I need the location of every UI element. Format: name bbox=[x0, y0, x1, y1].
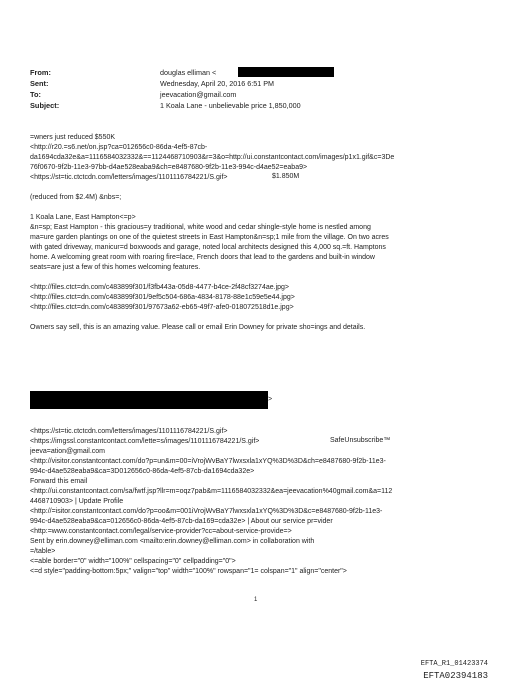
body-line: jeeva=ation@gmail.com bbox=[30, 448, 106, 455]
body-line: <http://=isitor.constantcontact.com/do?p=oo&m=001iVrojWvBaY7lwxsxla1xYQ%3D%3D&c=e8487680-9f2b-11e3- bbox=[30, 508, 383, 515]
body-line: (reduced from $2.4M) &nbs=; bbox=[30, 194, 122, 201]
body-line: <http://ui.constantcontact.com/sa/fwtf.jsp?llr=m=oqz7pab&m=1116584032332&ea=jeevacation%40gmail.com&a=112 bbox=[30, 488, 393, 495]
body-line: 1 Koala Lane, East Hampton<=p> bbox=[30, 214, 136, 221]
body-line: <=able border="0" width="100%" cellspacing="0" cellpadding="0"> bbox=[30, 558, 236, 565]
body-gt: > bbox=[268, 396, 273, 403]
body-line: 994c-d4ae528eaba9&ca=3D012656c0-86da-4ef5-87cb-da1694cda32e> bbox=[30, 468, 255, 475]
body-line: Sent by erin.downey@elliman.com <mailto:erin.downey@elliman.com> in collaboration with bbox=[30, 538, 315, 545]
body-line: <http://r20.=s6.net/on.jsp?ca=012656c0-86da-4ef5-87cb- bbox=[30, 144, 208, 151]
body-line: =/table> bbox=[30, 548, 56, 555]
to-value: jeevacation@gmail.com bbox=[160, 90, 237, 99]
body-line: <http:=www.constantcontact.com/legal/service-provider?cc=about-service-provide=> bbox=[30, 528, 292, 535]
from-value: douglas elliman < bbox=[160, 68, 217, 77]
price-text: $1.850M bbox=[272, 173, 300, 180]
redaction-from bbox=[238, 67, 334, 77]
sent-value: Wednesday, April 20, 2016 6:51 PM bbox=[160, 79, 275, 88]
subject-value: 1 Koala Lane - unbelievable price 1,850,000 bbox=[160, 101, 301, 110]
sent-label: Sent: bbox=[30, 79, 49, 88]
body-line: <https://st=tic.ctctcdn.com/letters/images/1101116784221/S.gif> bbox=[30, 428, 228, 435]
unsubscribe-link[interactable]: <http://visitor.constantcontact.com/do?p=un&m=00=iVrojWvBaY7lwxsxla1xYQ%3D%3D&ch=e8487680-9f2b-11e3- bbox=[30, 458, 386, 465]
page-number: 1 bbox=[254, 597, 258, 603]
redaction-block bbox=[30, 391, 268, 409]
footer-id-2: EFTA02394183 bbox=[423, 671, 488, 681]
to-label: To: bbox=[30, 90, 41, 99]
body-line: &n=sp; East Hampton - this gracious=y traditional, white wood and cedar shingle-style home is nestled among bbox=[30, 224, 371, 231]
from-label: From: bbox=[30, 68, 51, 77]
update-profile-link[interactable]: 4468710903> | Update Profile bbox=[30, 498, 124, 505]
body-line: <=d style="padding-bottom:5px;" valign="top" width="100%" rowspan="1= colspan="1" align="center"> bbox=[30, 568, 347, 575]
footer-id-1: EFTA_R1_01423374 bbox=[420, 660, 488, 668]
body-line: home. A welcoming great room with roaring fire=lace, French doors that lead to the gardens and built-in window bbox=[30, 254, 375, 261]
image-link[interactable]: <http://files.ctct=dn.com/c483899f301/9ef5c504-686a-4834-8178-88e1c59e5e44.jpg> bbox=[30, 294, 295, 301]
body-line: 76f0670-9f2b-11e3-97bb-d4ae528eaba9&ch=e8487680-9f2b-11e3-994c-d4ae52=eaba9> bbox=[30, 164, 308, 171]
subject-label: Subject: bbox=[30, 101, 60, 110]
body-line: ma=ure garden plantings on one of the quietest streets in East Hampton&n=sp;1 mile from the village. On two acres bbox=[30, 234, 389, 241]
about-service-link[interactable]: 994c-d4ae528eaba9&ca=012656c0-86da-4ef5-87cb-da169=cda32e> | About our service pr=vider bbox=[30, 518, 333, 525]
body-line: =wners just reduced $550K bbox=[30, 134, 116, 141]
body-line: with gated driveway, manicur=d boxwoods and garage, noted local architects designed this 4,000 sq.=ft. Hamptons bbox=[30, 244, 386, 251]
body-line: <https://st=tic.ctctcdn.com/letters/images/1101116784221/S.gif> bbox=[30, 174, 228, 181]
safeunsubscribe-link[interactable]: SafeUnsubscribe™ bbox=[330, 437, 391, 444]
forward-email-link[interactable]: Forward this email bbox=[30, 478, 88, 485]
body-line: <https://imgssl.constantcontact.com/lette=s/images/1101116784221/S.gif> bbox=[30, 438, 260, 445]
body-line: Owners say sell, this is an amazing value. Please call or email Erin Downey for private sho=ings and details. bbox=[30, 324, 366, 331]
body-line: seats=are just a few of this homes welcoming features. bbox=[30, 264, 201, 271]
image-link[interactable]: <http://files.ctct=dn.com/c483899f301/97673a62-eb65-49f7-afe0-018072518d1e.jpg> bbox=[30, 304, 294, 311]
body-line: da1694cda32e&a=1116584032332&==1124468710903&r=3&o=http://ui.constantcontact.com/images/p1x1.gif&c=3De bbox=[30, 154, 395, 161]
image-link[interactable]: <http://files.ctct=dn.com/c483899f301/f3fb443a-05d8-4477-b4ce-2f48cf3274ae.jpg> bbox=[30, 284, 289, 291]
